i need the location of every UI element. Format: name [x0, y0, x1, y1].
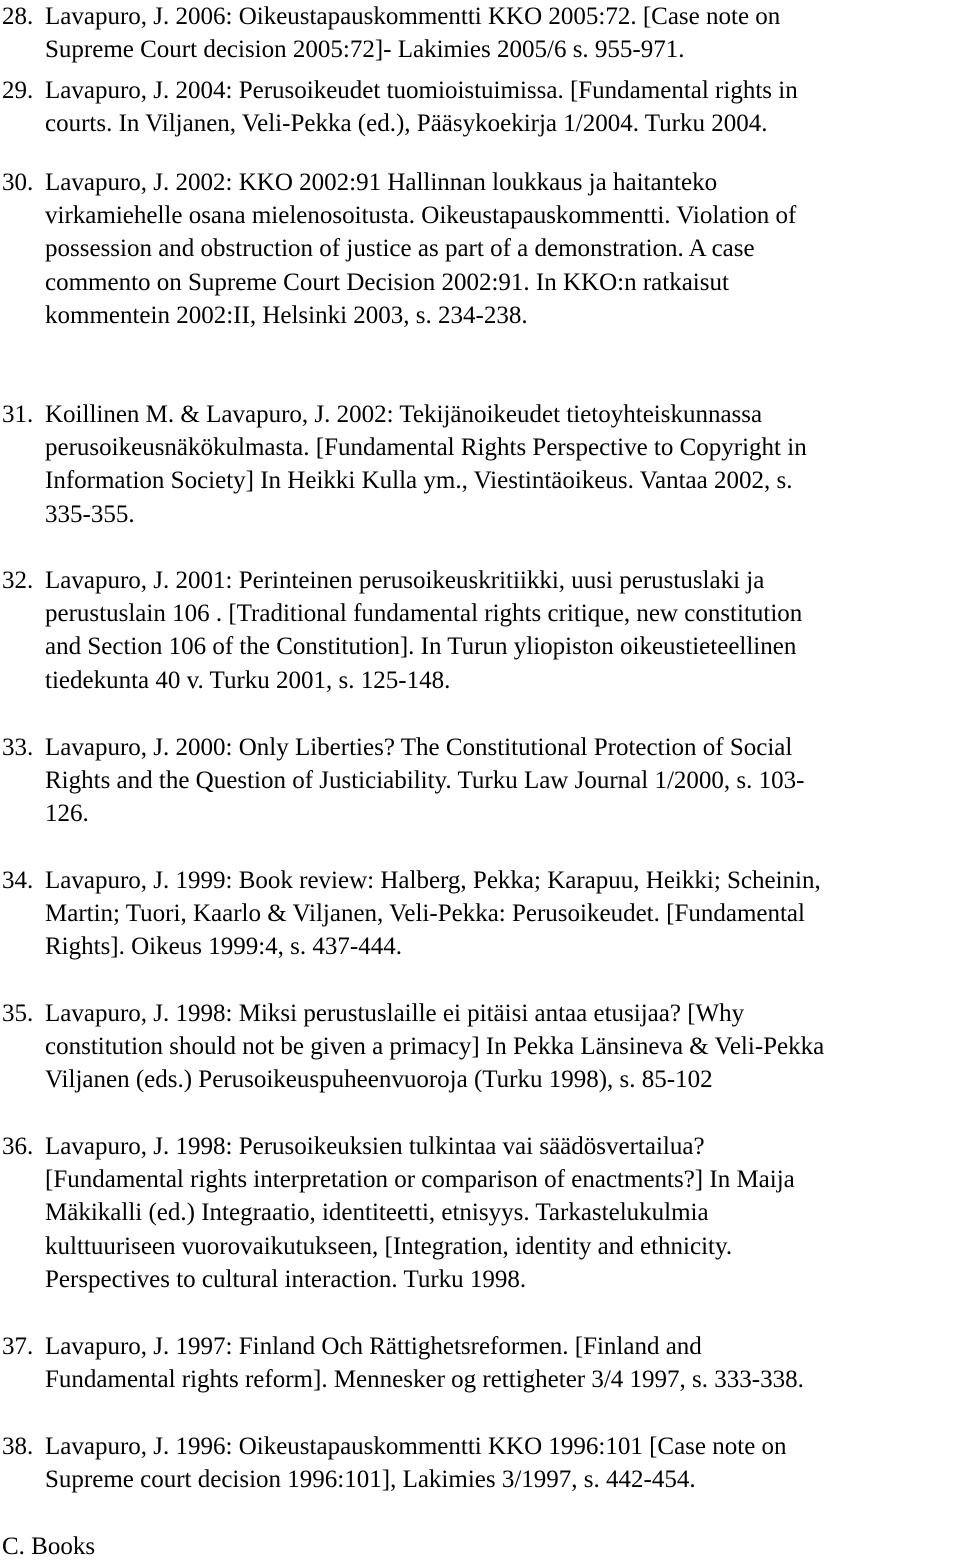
- reference-line: [Fundamental rights interpretation or comparison of enactments?] In Maija: [45, 1166, 795, 1194]
- reference-line: Lavapuro, J. 1998: Miksi perustuslaille ei pitäisi antaa etusijaa? [Why: [45, 1000, 745, 1027]
- reference-line: 335-355.: [45, 500, 135, 528]
- reference-number: 35.: [2, 1000, 34, 1027]
- reference-line: Koillinen M. & Lavapuro, J. 2002: Tekijänoikeudet tietoyhteiskunnassa: [45, 401, 763, 428]
- reference-number: 37.: [2, 1333, 34, 1360]
- reference-number: 29.: [2, 77, 34, 104]
- reference-text: [45, 1430, 960, 1496]
- reference-line: Lavapuro, J. 1998: Perusoikeuksien tulkintaa vai säädösvertailua?: [45, 1133, 705, 1160]
- reference-text: [45, 0, 960, 66]
- section-heading: C. Books: [2, 1533, 96, 1560]
- reference-line: Lavapuro, J. 2006: Oikeustapauskommentti KKO 2005:72. [Case note on: [45, 3, 781, 30]
- reference-line: Lavapuro, J. 2004: Perusoikeudet tuomioistuimissa. [Fundamental rights in: [45, 77, 798, 104]
- reference-line: Lavapuro, J. 1999: Book review: Halberg, Pekka; Karapuu, Heikki; Scheinin,: [45, 867, 821, 894]
- reference-line: perustuslain 106 . [Traditional fundamental rights critique, new constitution: [45, 600, 803, 628]
- reference-line: Lavapuro, J. 2002: KKO 2002:91 Hallinnan loukkaus ja haitanteko: [45, 169, 718, 196]
- reference-line: tiedekunta 40 v. Turku 2001, s. 125-148.: [45, 666, 451, 694]
- reference-line: Information Society] In Heikki Kulla ym., Viestintäoikeus. Vantaa 2002, s.: [45, 467, 793, 495]
- reference-line: and Section 106 of the Constitution]. In Turun yliopiston oikeustieteellinen: [45, 633, 797, 661]
- reference-line: possession and obstruction of justice as part of a demonstration. A case: [45, 235, 755, 263]
- reference-number: 34.: [2, 867, 34, 894]
- reference-line: Lavapuro, J. 2000: Only Liberties? The Constitutional Protection of Social: [45, 734, 793, 761]
- reference-line: virkamiehelle osana mielenosoitusta. Oikeustapauskommentti. Violation of: [45, 202, 797, 230]
- reference-number: 36.: [2, 1133, 34, 1160]
- reference-line: kommentein 2002:II, Helsinki 2003, s. 234-238.: [45, 301, 528, 329]
- reference-text: [45, 1330, 960, 1396]
- reference-line: perusoikeusnäkökulmasta. [Fundamental Rights Perspective to Copyright in: [45, 434, 807, 462]
- reference-text: [45, 864, 960, 964]
- reference-text: [45, 1130, 960, 1296]
- reference-text: [45, 398, 960, 531]
- reference-line: courts. In Viljanen, Veli-Pekka (ed.), Pääsykoekirja 1/2004. Turku 2004.: [45, 110, 768, 138]
- reference-number: 32.: [2, 567, 34, 594]
- reference-line: Mäkikalli (ed.) Integraatio, identiteetti, etnisyys. Tarkastelukulmia: [45, 1199, 709, 1227]
- reference-line: Supreme court decision 1996:101], Lakimies 3/1997, s. 442-454.: [45, 1466, 696, 1494]
- reference-number: 33.: [2, 734, 34, 761]
- reference-line: Martin; Tuori, Kaarlo & Viljanen, Veli-Pekka: Perusoikeudet. [Fundamental: [45, 900, 805, 928]
- reference-line: Rights]. Oikeus 1999:4, s. 437-444.: [45, 933, 402, 961]
- reference-line: Perspectives to cultural interaction. Turku 1998.: [45, 1265, 527, 1293]
- reference-line: Lavapuro, J. 1996: Oikeustapauskommentti KKO 1996:101 [Case note on: [45, 1433, 787, 1460]
- reference-line: commento on Supreme Court Decision 2002:91. In KKO:n ratkaisut: [45, 268, 729, 296]
- reference-number: 30.: [2, 169, 34, 196]
- reference-line: Supreme Court decision 2005:72]- Lakimies 2005/6 s. 955-971.: [45, 36, 685, 64]
- reference-line: Rights and the Question of Justiciability. Turku Law Journal 1/2000, s. 103-: [45, 767, 805, 795]
- reference-line: Lavapuro, J. 2001: Perinteinen perusoikeuskritiikki, uusi perustuslaki ja: [45, 567, 765, 594]
- reference-line: Lavapuro, J. 1997: Finland Och Rättighetsreformen. [Finland and: [45, 1333, 702, 1360]
- reference-text: [45, 166, 960, 332]
- reference-text: [45, 74, 960, 140]
- reference-number: 38.: [2, 1433, 34, 1460]
- reference-line: 126.: [45, 800, 89, 828]
- reference-text: [45, 564, 960, 697]
- reference-number: 28.: [2, 3, 34, 30]
- reference-line: constitution should not be given a primacy] In Pekka Länsineva & Veli-Pekka: [45, 1033, 825, 1061]
- reference-line: Fundamental rights reform]. Mennesker og rettigheter 3/4 1997, s. 333-338.: [45, 1366, 804, 1394]
- reference-line: Viljanen (eds.) Perusoikeuspuheenvuoroja (Turku 1998), s. 85-102: [45, 1066, 713, 1094]
- reference-text: [45, 997, 960, 1097]
- reference-text: [45, 731, 960, 831]
- reference-line: kulttuuriseen vuorovaikutukseen, [Integration, identity and ethnicity.: [45, 1232, 733, 1260]
- reference-number: 31.: [2, 401, 34, 428]
